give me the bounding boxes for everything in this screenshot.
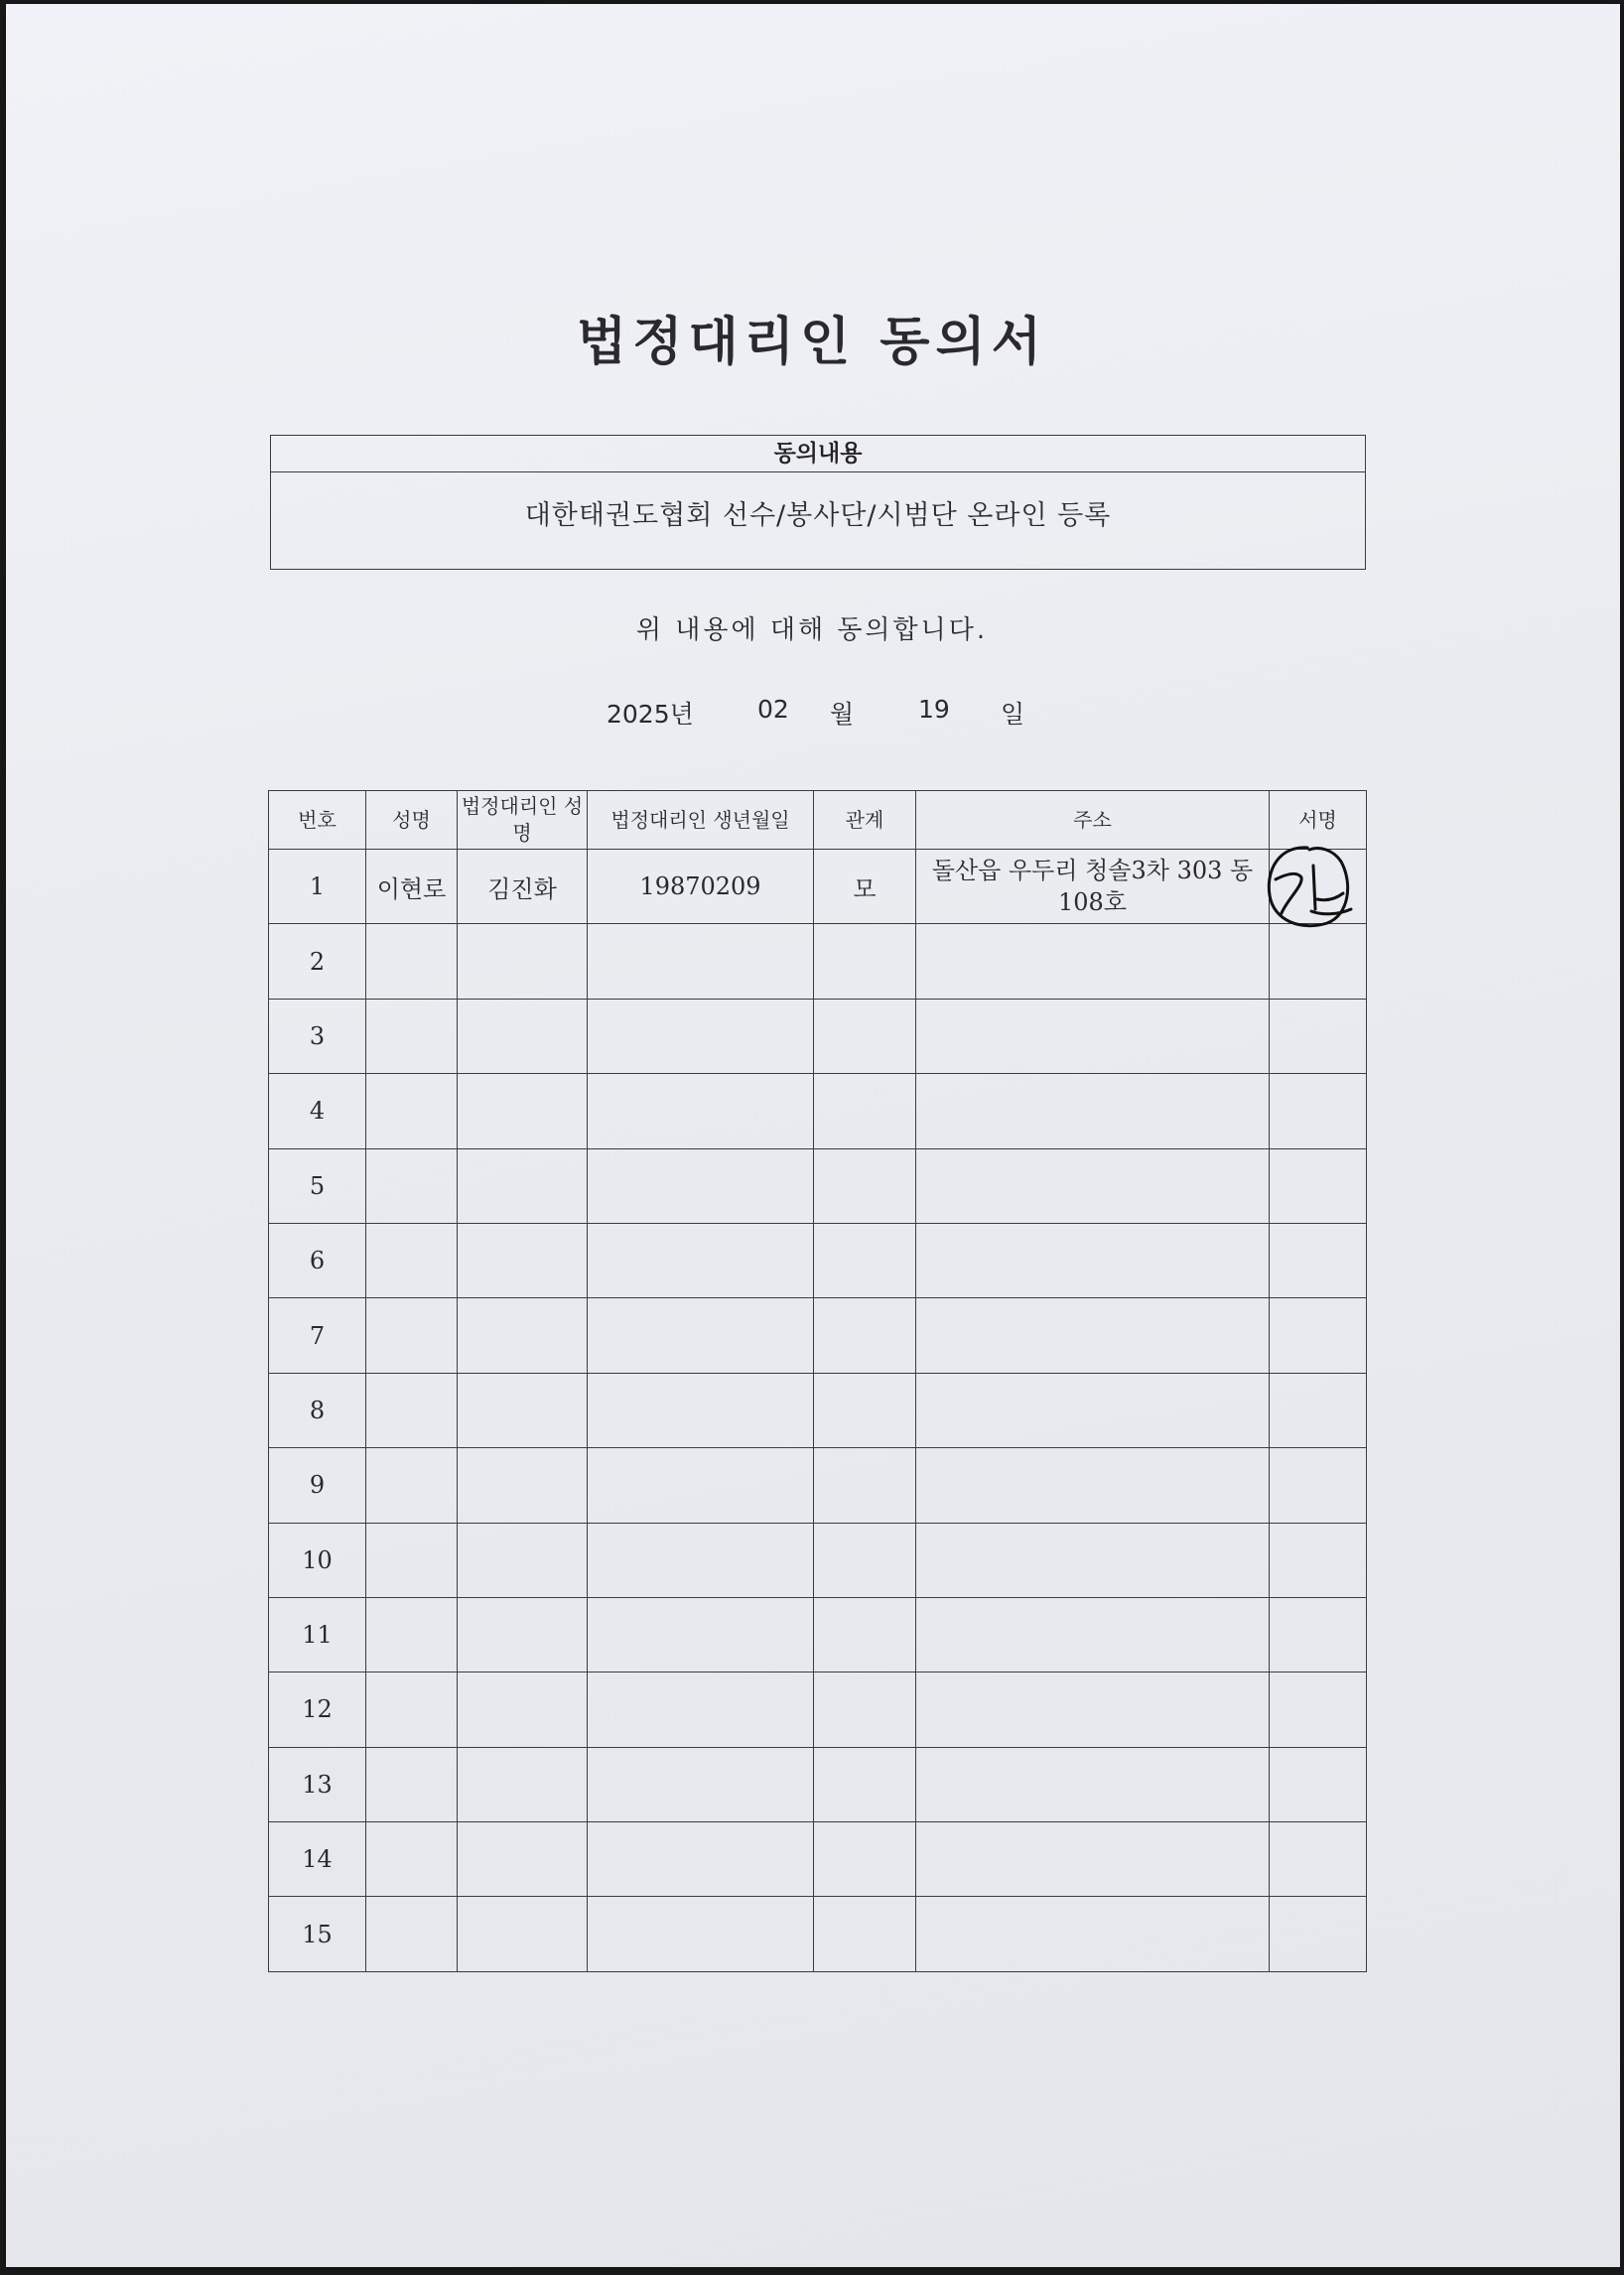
cell-relation [814, 1673, 916, 1747]
cell-name [366, 1448, 458, 1523]
cell-address [916, 999, 1270, 1073]
cell-address [916, 1897, 1270, 1971]
cell-address [916, 1223, 1270, 1297]
cell-address [916, 1673, 1270, 1747]
cell-address [916, 1373, 1270, 1447]
cell-number: 6 [269, 1223, 366, 1297]
cell-signature [1270, 1897, 1367, 1971]
cell-relation [814, 1074, 916, 1148]
table-row [269, 999, 1367, 1073]
cell-guardian-birth [588, 1897, 814, 1971]
cell-guardian-birth [588, 999, 814, 1073]
cell-guardian-name: 김진화 [458, 850, 588, 924]
cell-guardian-birth [588, 1373, 814, 1447]
cell-number: 7 [269, 1298, 366, 1373]
signature-stroke [1276, 873, 1301, 913]
table-row [269, 1223, 1367, 1297]
cell-guardian-name [458, 1074, 588, 1148]
signature-stroke [1317, 893, 1343, 900]
cell-relation [814, 1148, 916, 1223]
cell-guardian-name [458, 1673, 588, 1747]
cell-relation [814, 1448, 916, 1523]
table-row [269, 1597, 1367, 1672]
cell-name [366, 1747, 458, 1821]
header-name: 성명 [366, 791, 458, 850]
cell-guardian-birth [588, 1298, 814, 1373]
cell-guardian-name [458, 1373, 588, 1447]
cell-guardian-name [458, 1822, 588, 1897]
table-row [269, 1523, 1367, 1597]
cell-address [916, 1148, 1270, 1223]
cell-name [366, 1298, 458, 1373]
cell-number: 8 [269, 1373, 366, 1447]
cell-address [916, 1448, 1270, 1523]
header-signature: 서명 [1270, 791, 1367, 850]
cell-number: 11 [269, 1597, 366, 1672]
cell-number: 14 [269, 1822, 366, 1897]
cell-address [916, 1747, 1270, 1821]
cell-address [916, 1074, 1270, 1148]
table-row [269, 1673, 1367, 1747]
consent-header: 동의내용 [271, 436, 1365, 472]
cell-signature [1270, 924, 1367, 999]
header-guardian-name: 법정대리인 성명 [458, 791, 588, 850]
cell-guardian-name [458, 1897, 588, 1971]
cell-relation [814, 1523, 916, 1597]
date-day-label: 일 [1001, 700, 1025, 729]
header-address: 주소 [916, 791, 1270, 850]
cell-guardian-birth: 19870209 [588, 850, 814, 924]
cell-guardian-birth [588, 1223, 814, 1297]
document-title: 법정대리인 동의서 [577, 313, 1047, 372]
cell-guardian-birth [588, 1523, 814, 1597]
cell-guardian-name [458, 1523, 588, 1597]
cell-name [366, 1597, 458, 1672]
cell-relation [814, 999, 916, 1073]
cell-guardian-birth [588, 1747, 814, 1821]
cell-address: 돌산읍 우두리 청솔3차 303 동 108호 [916, 850, 1270, 924]
cell-relation [814, 1298, 916, 1373]
cell-name: 이현로 [366, 850, 458, 924]
signature-stroke [1313, 866, 1315, 909]
cell-number: 5 [269, 1148, 366, 1223]
cell-relation [814, 1597, 916, 1672]
cell-signature [1270, 1223, 1367, 1297]
header-number: 번호 [269, 791, 366, 850]
cell-guardian-name [458, 1597, 588, 1672]
cell-relation [814, 1747, 916, 1821]
cell-number: 3 [269, 999, 366, 1073]
cell-number: 9 [269, 1448, 366, 1523]
cell-guardian-birth [588, 924, 814, 999]
cell-signature [1270, 999, 1367, 1073]
cell-name [366, 1523, 458, 1597]
date-month: 02 [757, 695, 789, 724]
table-row [269, 1074, 1367, 1148]
cell-signature [1270, 1373, 1367, 1447]
header-guardian-birth: 법정대리인 생년월일 [588, 791, 814, 850]
cell-relation [814, 924, 916, 999]
cell-signature [1270, 1148, 1367, 1223]
cell-guardian-name [458, 1223, 588, 1297]
cell-guardian-name [458, 999, 588, 1073]
cell-name [366, 1673, 458, 1747]
cell-signature [1270, 850, 1367, 924]
cell-guardian-name [458, 1448, 588, 1523]
header-relation: 관계 [814, 791, 916, 850]
cell-number: 12 [269, 1673, 366, 1747]
cell-guardian-name [458, 924, 588, 999]
registration-table [268, 790, 1367, 1972]
cell-signature [1270, 1597, 1367, 1672]
cell-signature [1270, 1822, 1367, 1897]
cell-name [366, 1148, 458, 1223]
cell-signature [1270, 1523, 1367, 1597]
cell-relation [814, 1822, 916, 1897]
cell-guardian-birth [588, 1597, 814, 1672]
table-row [269, 1822, 1367, 1897]
consent-body: 대한태권도협회 선수/봉사단/시범단 온라인 등록 [524, 500, 1112, 531]
cell-guardian-name [458, 1148, 588, 1223]
cell-signature [1270, 1673, 1367, 1747]
cell-address [916, 1822, 1270, 1897]
date-month-label: 월 [830, 700, 855, 729]
table-row [269, 1747, 1367, 1821]
handwritten-signature [1258, 840, 1357, 935]
table-row [269, 1298, 1367, 1373]
cell-guardian-name [458, 1747, 588, 1821]
cell-guardian-name [458, 1298, 588, 1373]
consent-box [270, 435, 1366, 570]
cell-name [366, 1373, 458, 1447]
cell-signature [1270, 1074, 1367, 1148]
cell-number: 10 [269, 1523, 366, 1597]
cell-guardian-birth [588, 1074, 814, 1148]
cell-signature [1270, 1298, 1367, 1373]
cell-number: 13 [269, 1747, 366, 1821]
cell-name [366, 1897, 458, 1971]
cell-relation [814, 1373, 916, 1447]
table-row [269, 1148, 1367, 1223]
cell-address [916, 1298, 1270, 1373]
cell-number: 2 [269, 924, 366, 999]
cell-number: 1 [269, 850, 366, 924]
agreement-text: 위 내용에 대해 동의합니다. [635, 615, 989, 645]
cell-address [916, 1597, 1270, 1672]
cell-name [366, 1223, 458, 1297]
cell-guardian-birth [588, 1448, 814, 1523]
table-row [269, 850, 1367, 924]
table-row [269, 1897, 1367, 1971]
cell-relation [814, 1223, 916, 1297]
cell-number: 4 [269, 1074, 366, 1148]
cell-relation: 모 [814, 850, 916, 924]
cell-guardian-birth [588, 1673, 814, 1747]
cell-signature [1270, 1747, 1367, 1821]
cell-name [366, 1822, 458, 1897]
signature-stroke [1311, 909, 1351, 914]
table-row [269, 924, 1367, 999]
date-day: 19 [918, 695, 950, 724]
cell-relation [814, 1897, 916, 1971]
cell-name [366, 924, 458, 999]
cell-guardian-birth [588, 1822, 814, 1897]
cell-address [916, 924, 1270, 999]
table-header-row [269, 791, 1367, 850]
cell-guardian-birth [588, 1148, 814, 1223]
cell-name [366, 1074, 458, 1148]
cell-number: 15 [269, 1897, 366, 1971]
table-row [269, 1448, 1367, 1523]
table-row [269, 1373, 1367, 1447]
cell-address [916, 1523, 1270, 1597]
cell-signature [1270, 1448, 1367, 1523]
date-year: 2025년 [607, 700, 694, 729]
cell-name [366, 999, 458, 1073]
